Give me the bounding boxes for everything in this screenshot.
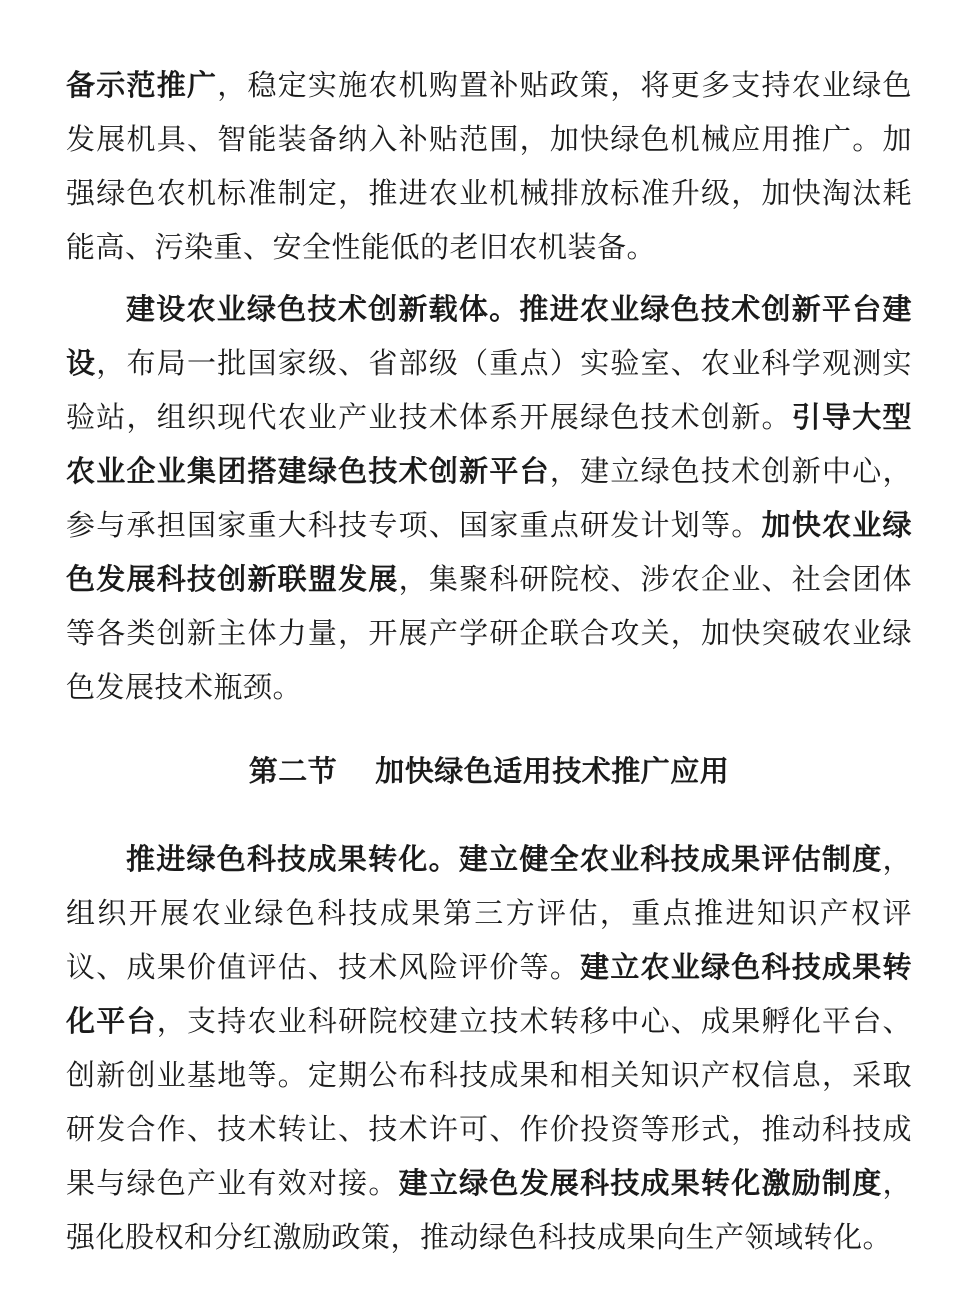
body-text: ，支持农业科研院校建立技术转移中心、成果孵化平台、创新创业基地等。定期公布科技成果和相关知识产权信息，采取研发合作、技术转让、技术许可、作价投资等形式，推动科技成果与绿色产业有效对接。 <box>66 1004 912 1200</box>
body-text: ，布局一批国家级、省部级（重点）实验室、农业科学观测实验站，组织现代农业产业技术体系开展绿色技术创新。 <box>66 346 912 434</box>
bold-phrase: 建立绿色发展科技成果转化激励制度 <box>398 1166 883 1200</box>
body-text: ，集聚科研院校、涉农企业、社会团体等各类创新主体力量，开展产学研企联合攻关，加快突破农业绿色发展技术瓶颈。 <box>66 562 912 704</box>
section-title: 加快绿色适用技术推广应用 <box>375 754 730 788</box>
body-text: ，稳定实施农机购置补贴政策，将更多支持农业绿色发展机具、智能装备纳入补贴范围，加快绿色机械应用推广。加强绿色农机标准制定，推进农业机械排放标准升级，加快淘汰耗能高、污染重、安全性能低的老旧农机装备。 <box>66 68 912 264</box>
paragraph-innovation-carrier <box>66 282 912 714</box>
body-text: ，建立绿色技术创新中心，参与承担国家重大科技专项、国家重点研发计划等。 <box>66 454 912 542</box>
body-text: ，组织开展农业绿色科技成果第三方评估，重点推进知识产权评议、成果价值评估、技术风险评价等。 <box>66 842 912 984</box>
bold-phrase: 推进绿色科技成果转化。建立健全农业科技成果评估制度 <box>126 842 883 876</box>
section-number: 第二节 <box>248 754 338 788</box>
paragraph-gap <box>66 274 912 282</box>
bold-phrase: 备示范推广 <box>66 68 218 102</box>
bold-phrase: 加快农业绿色发展科技创新联盟发展 <box>66 508 912 596</box>
bold-phrase: 建立农业绿色科技成果转化平台 <box>66 950 912 1038</box>
document-page <box>66 58 912 1264</box>
bold-phrase: 建设农业绿色技术创新载体。推进农业绿色技术创新平台建设 <box>66 292 912 380</box>
bold-phrase: 引导大型农业企业集团搭建绿色技术创新平台 <box>66 400 912 488</box>
section-heading <box>66 714 912 832</box>
body-text: ，强化股权和分红激励政策，推动绿色科技成果向生产领域转化。 <box>66 1166 912 1254</box>
paragraph-agri-machinery <box>66 58 912 274</box>
paragraph-tech-transfer <box>66 832 912 1264</box>
